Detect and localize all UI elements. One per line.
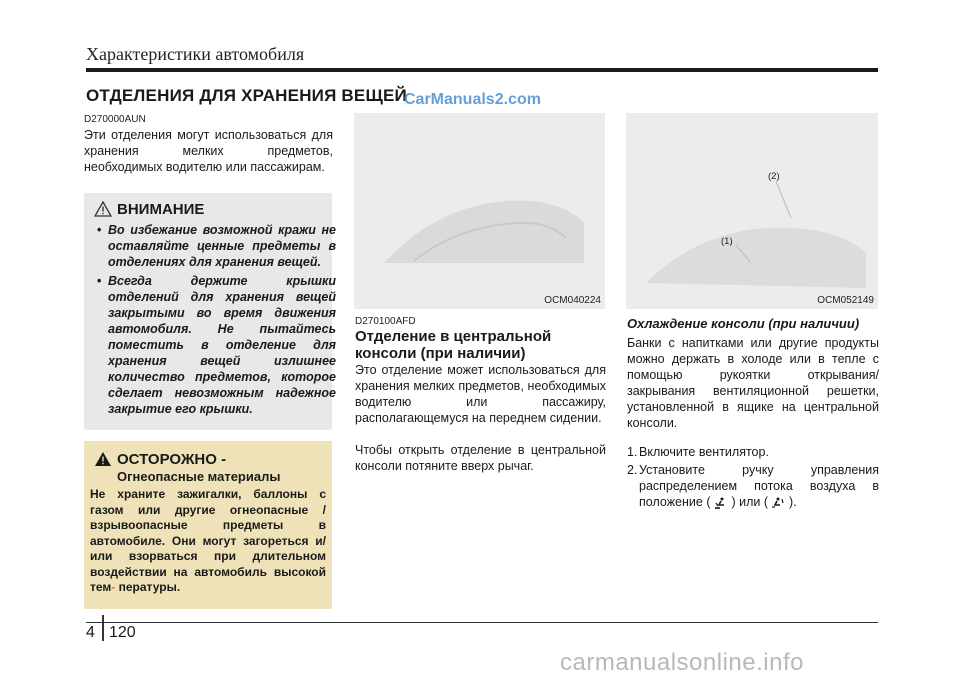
- watermark-bottom: carmanualsonline.info: [560, 649, 804, 676]
- step-text-b: ) или (: [731, 495, 768, 509]
- floor-vent-mode-icon: [714, 497, 728, 509]
- callout-2: (2): [768, 171, 780, 182]
- watermark-top: CarManuals2.com: [404, 91, 541, 108]
- warning-item: • Во избежание возможной кражи не оставляйте ценные предметы в отделениях для хранения вещей.: [108, 222, 336, 270]
- step-number: 1.: [627, 445, 638, 459]
- callout-1: (1): [721, 236, 733, 247]
- warning-list: [94, 222, 336, 420]
- warning-box: [84, 193, 336, 430]
- center-console-figure: [354, 113, 605, 309]
- cooling-paragraph: Банки с напитками или другие продукты можно держать в холоде или в тепле с помощью рукоятки открывания/ закрывания вентиляционной решетки, установленной в ящике на центральной консоли.: [627, 336, 879, 430]
- warning-title: ВНИМАНИЕ: [117, 201, 205, 218]
- step-item: [627, 444, 879, 460]
- chapter-number: 4: [86, 624, 95, 641]
- footer-rule: [86, 622, 878, 623]
- header-rule: [86, 68, 878, 72]
- step-number: 2.: [627, 463, 638, 477]
- section-code: D270000AUN: [84, 114, 146, 125]
- section-title: ОТДЕЛЕНИЯ ДЛЯ ХРАНЕНИЯ ВЕЩЕЙ: [86, 86, 407, 105]
- intro-paragraph: Эти отделения могут использоваться для хранения мелких предметов, необходимых водителю или пассажирам.: [84, 128, 333, 174]
- step-text-a: Установите ручку управления распределением потока воздуха в положение (: [639, 463, 879, 509]
- caution-body-main: Не храните зажигалки, баллоны с газом или другие огнеопасные / взрывоопасные предметы в автомобиле. Они могут загореться и/или взорваться при длительном воздействии на автомобиль высокой тем: [90, 487, 326, 594]
- footer-divider: [102, 615, 104, 641]
- caution-box: [84, 441, 332, 609]
- page-number: 120: [109, 624, 136, 641]
- center-console-illustration: [354, 113, 605, 309]
- step-text: Включите вентилятор.: [639, 445, 769, 459]
- cooling-steps: [627, 444, 879, 512]
- warning-icon: [94, 201, 112, 222]
- chapter-title: Характеристики автомобиля: [86, 44, 305, 64]
- figure-caption: OCM040224: [544, 295, 601, 306]
- caution-body: [90, 487, 326, 596]
- subsection-heading: Отделение в центральной консоли (при наличии): [355, 328, 552, 362]
- step-text-c: ).: [788, 495, 797, 509]
- cooling-console-figure: [626, 113, 878, 309]
- caution-subtitle: Огнеопасные материалы: [117, 469, 281, 484]
- subsection-code: D270100AFD: [355, 316, 416, 327]
- step-item: [627, 462, 879, 510]
- figure-caption: OCM052149: [817, 295, 874, 306]
- caution-body-end: пературы.: [118, 580, 181, 594]
- caution-warning-icon: [94, 451, 112, 472]
- caution-title: ОСТОРОЖНО -: [117, 451, 227, 468]
- cooling-console-illustration: [626, 113, 878, 309]
- floor-defrost-mode-icon: [771, 497, 785, 509]
- cooling-heading: Охлаждение консоли (при наличии): [627, 316, 860, 331]
- caution-hyphen: -: [111, 580, 116, 594]
- warning-item: • Всегда держите крышки отделений для хранения вещей закрытыми во время движения автомобиля. Не пытайтесь поместить в отделение для хранения вещей излишнее количество предметов, которое сделает невозможным надежное закрытие его крышки.: [108, 273, 336, 417]
- console-paragraph-2: Чтобы открыть отделение в центральной консоли потяните вверх рычаг.: [355, 443, 606, 473]
- console-paragraph-1: Это отделение может использоваться для хранения мелких предметов, необходимых водителю или пассажиру, располагающемуся на переднем сидении.: [355, 363, 606, 425]
